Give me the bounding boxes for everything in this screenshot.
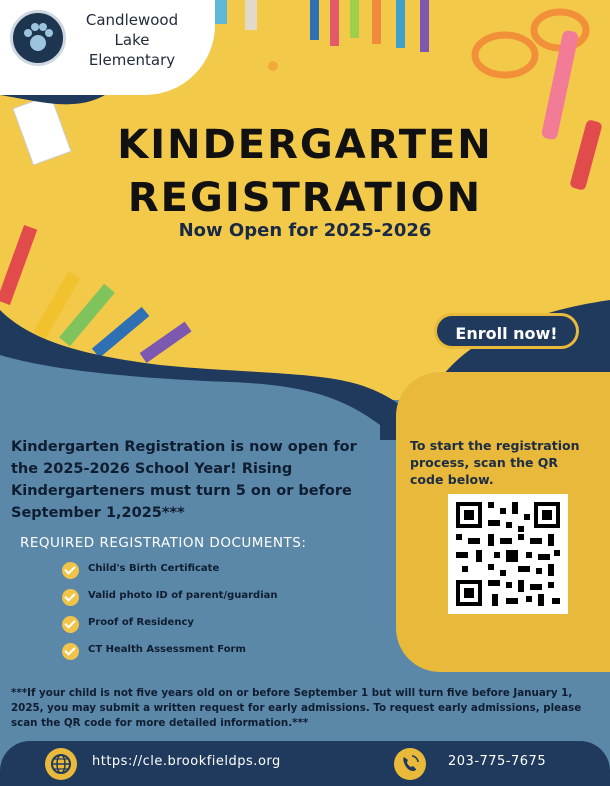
requirement-label: Proof of Residency: [88, 617, 194, 628]
phone-icon: [394, 748, 426, 780]
phone-number[interactable]: 203-775-7675: [448, 754, 547, 769]
enroll-now-button[interactable]: Enroll now!: [434, 313, 579, 349]
globe-icon: [45, 748, 77, 780]
check-icon: [62, 616, 79, 633]
check-icon: [62, 589, 79, 606]
check-icon: [62, 562, 79, 579]
school-name-line: Elementary: [88, 51, 176, 69]
website-link[interactable]: https://cle.brookfieldps.org: [92, 754, 281, 769]
school-name: [72, 10, 192, 70]
intro-text: Kindergarten Registration is now open for the 2025-2026 School Year! Rising Kindergarteners must turn 5 on or before September 1,2025***: [11, 439, 357, 521]
qr-instruction: To start the registration process, scan the QR code below.: [410, 438, 580, 487]
paw-logo-icon: [10, 10, 66, 66]
qr-code-icon: [448, 494, 568, 614]
requirement-label: Valid photo ID of parent/guardian: [88, 590, 278, 601]
requirement-label: Child's Birth Certificate: [88, 563, 220, 574]
headline-line-1: KINDERGARTEN: [117, 122, 493, 168]
qr-code[interactable]: [448, 494, 568, 614]
requirement-label: CT Health Assessment Form: [88, 644, 246, 655]
headline-subtitle: Now Open for 2025-2026: [178, 220, 432, 241]
early-admissions-note: ***If your child is not five years old on or before September 1 but will turn five before January 1, 2025, you may submit a written request for early admissions. To request early admissions, please scan the QR code for more detailed information.***: [11, 687, 582, 729]
school-name-line: Candlewood: [85, 11, 179, 29]
requirements-title: REQUIRED REGISTRATION DOCUMENTS:: [20, 535, 307, 551]
school-name-line: Lake: [114, 31, 150, 49]
check-icon: [62, 643, 79, 660]
headline-line-2: REGISTRATION: [127, 175, 483, 221]
